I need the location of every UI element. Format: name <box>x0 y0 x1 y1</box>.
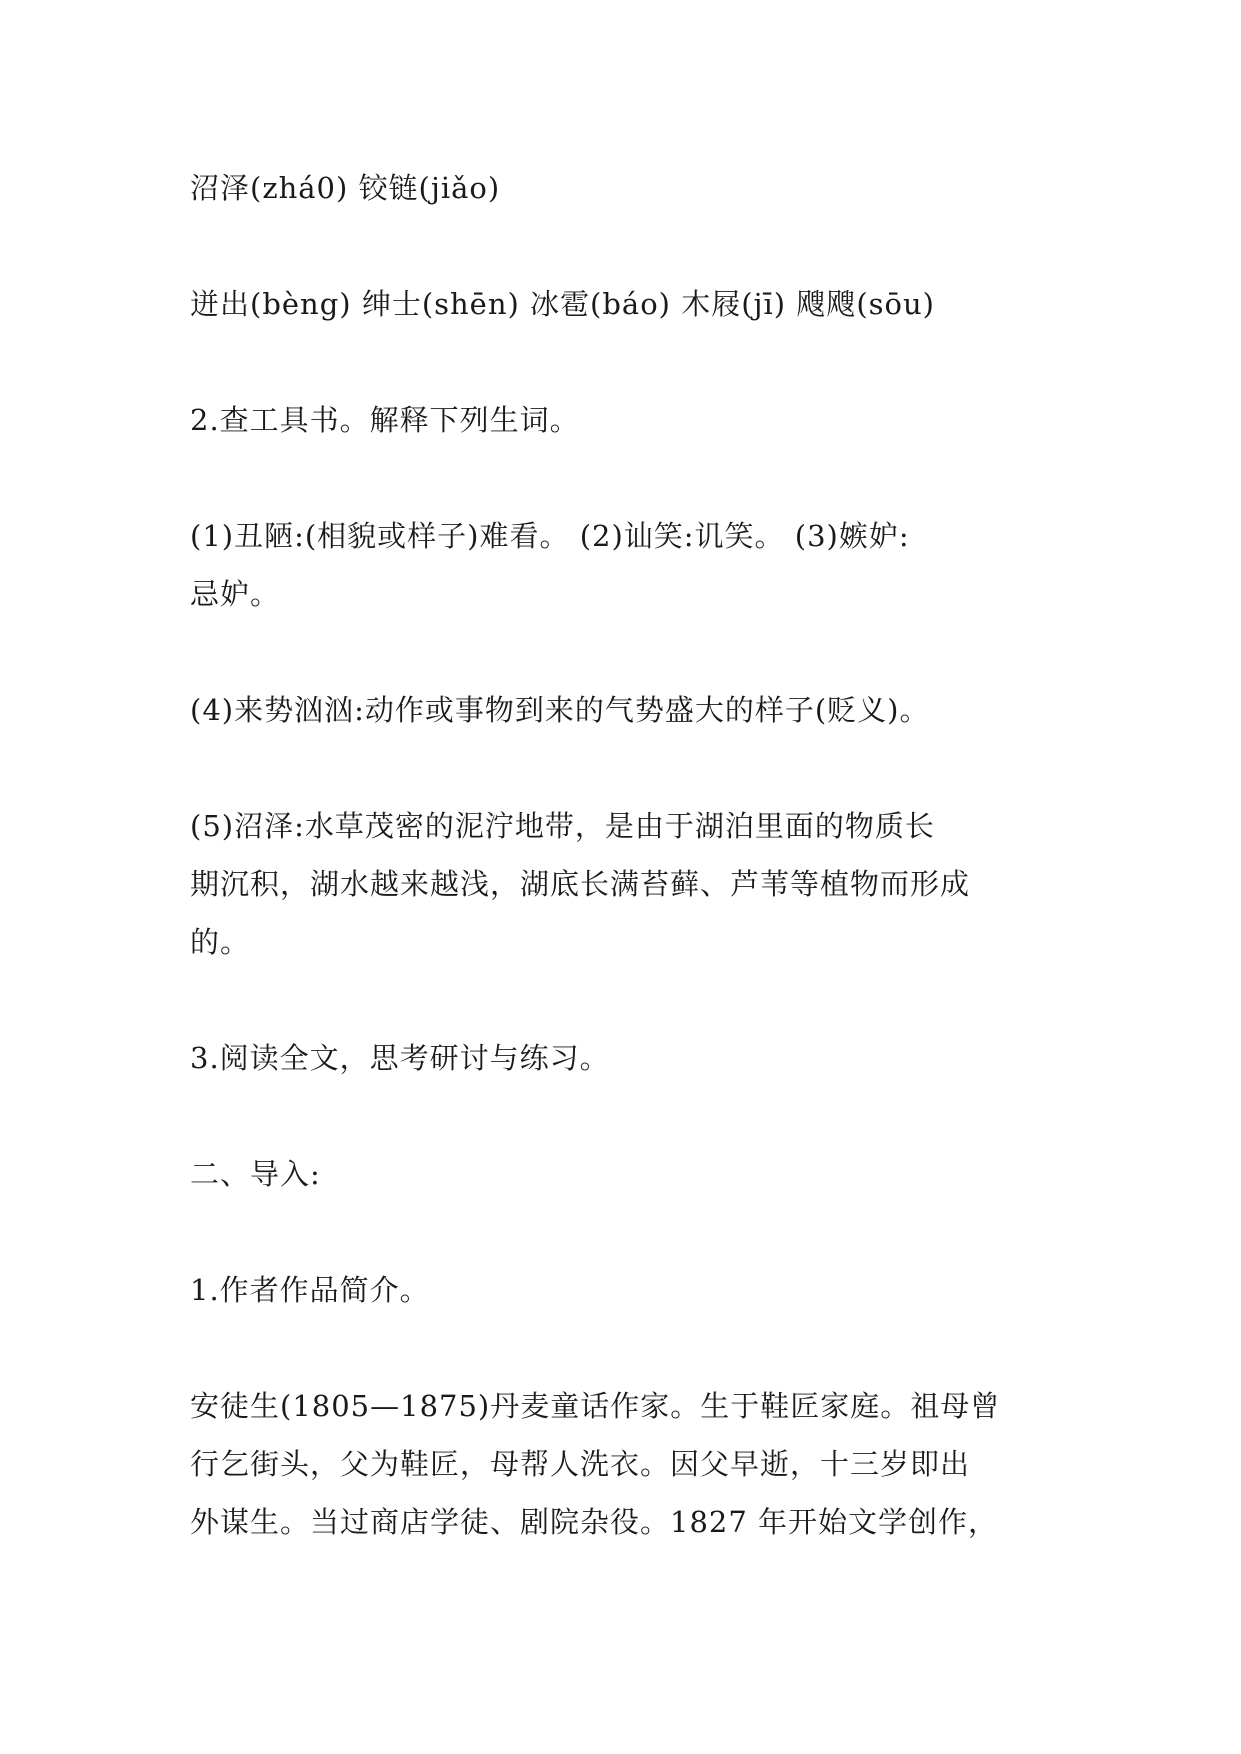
author-bio-line-2: 行乞街头，父为鞋匠，母帮人洗衣。因父早逝，十三岁即出 <box>190 1447 971 1481</box>
pinyin-line-1: 沼泽(zhá0) 铰链(jiǎo) <box>190 171 501 205</box>
definition-line-1-cont: 忌妒。 <box>190 577 281 611</box>
pinyin-line-2: 迸出(bèng) 绅士(shēn) 冰雹(báo) 木屐(jī) 飕飕(sōu) <box>190 287 935 321</box>
author-bio-line-1: 安徒生(1805—1875)丹麦童话作家。生于鞋匠家庭。祖母曾 <box>190 1389 1001 1423</box>
definition-line-4: (4)来势汹汹:动作或事物到来的气势盛大的样子(贬义)。 <box>190 693 930 727</box>
section-heading-reading: 3.阅读全文，思考研讨与练习。 <box>190 1041 610 1075</box>
section-heading-author: 1.作者作品简介。 <box>190 1273 430 1307</box>
section-heading-dictionary: 2.查工具书。解释下列生词。 <box>190 403 580 437</box>
definition-line-5-cont2: 的。 <box>190 925 251 959</box>
definition-line-5-cont1: 期沉积，湖水越来越浅，湖底长满苔藓、芦苇等植物而形成 <box>190 867 971 901</box>
author-bio-line-3: 外谋生。当过商店学徒、剧院杂役。1827 年开始文学创作， <box>190 1505 999 1539</box>
definition-line-1: (1)丑陋:(相貌或样子)难看。 (2)讪笑:讥笑。 (3)嫉妒: <box>190 519 910 553</box>
definition-line-5: (5)沼泽:水草茂密的泥泞地带，是由于湖泊里面的物质长 <box>190 809 935 843</box>
section-heading-intro: 二、导入: <box>190 1157 321 1191</box>
